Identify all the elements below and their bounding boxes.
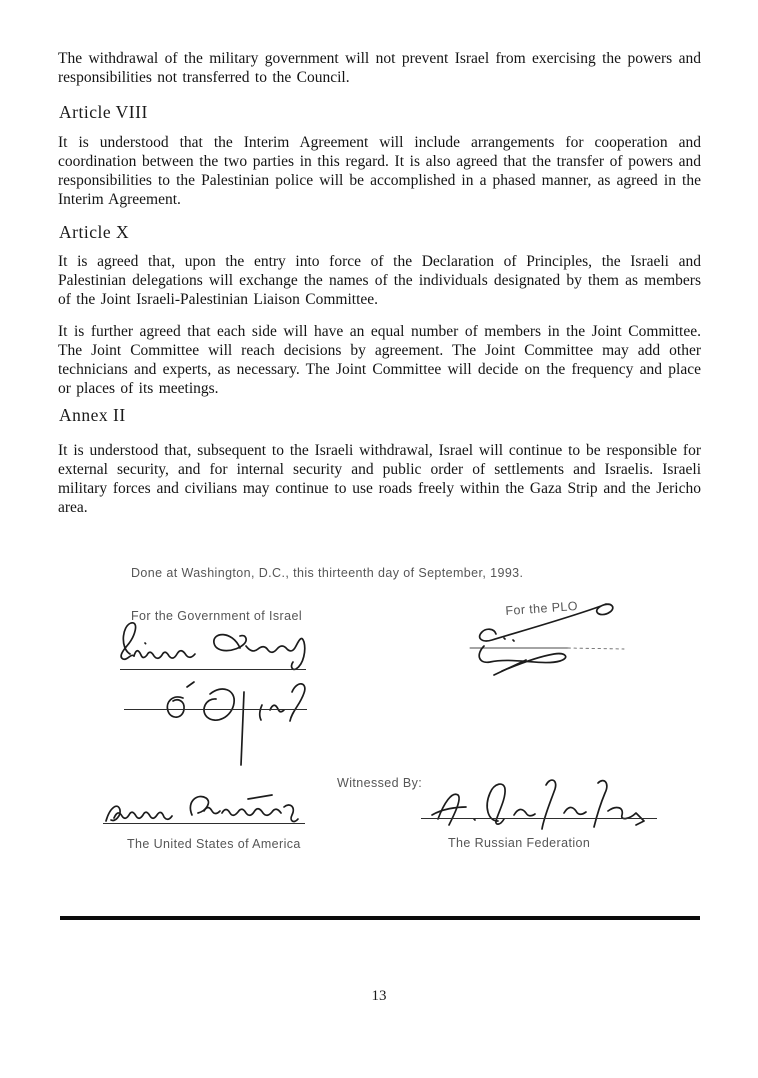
done-at-line: Done at Washington, D.C., this thirteenth day of September, 1993. [131,566,524,580]
signature-plo [468,598,628,688]
heading-article-viii: Article VIII [59,102,148,122]
heading-article-x: Article X [59,222,130,242]
signature-hebrew-handwriting [150,670,350,770]
page-number: 13 [371,988,387,1004]
signature-kozyrev [422,775,660,837]
signature-shimon-peres [112,616,327,676]
heading-annex-ii: Annex II [59,405,126,425]
usa-signatory-label: The United States of America [127,837,301,851]
israel-signatory-label: For the Government of Israel [131,609,302,623]
footer-rule [60,916,700,920]
witnessed-by-label: Witnessed By: [337,776,423,790]
paragraph-article-viii: It is understood that the Interim Agreement will include arrangements for cooperation and coordination between the two parties in this regard. It is also agreed that the transfer of powers and responsibilities to the Palestinian police will be accomplished in a phased manner, as agreed in the Interim Agreement. [58,134,701,208]
signature-warren-christopher [100,789,312,831]
paragraph-article-x-second: It is further agreed that each side will have an equal number of members in the Joint Committee. The Joint Committee will reach decisions by agreement. The Joint Committee may add other technicians and experts, as necessary. The Joint Committee will decide on the frequency and place or places of its meetings. [58,323,701,397]
russia-signatory-label: The Russian Federation [448,836,591,850]
paragraph-withdrawal: The withdrawal of the military government will not prevent Israel from exercising the powers and responsibilities not transferred to the Council. [58,50,701,86]
israel-second-signature-line [124,709,307,710]
plo-signatory-label: For the PLO [505,598,579,618]
usa-signature-line [103,823,305,824]
paragraph-annex-ii: It is understood that, subsequent to the Israeli withdrawal, Israel will continue to be responsible for external security, and for internal security and public order of settlements and Israelis. Israeli military forces and civilians may continue to use roads freely within the Gaza Strip and the Jericho area. [58,442,701,516]
paragraph-article-x-first: It is agreed that, upon the entry into force of the Declaration of Principles, the Israeli and Palestinian delegations will exchange the names of the individuals designated by them as members of the Joint Israeli-Palestinian Liaison Committee. [58,253,701,308]
russia-signature-line [421,818,657,819]
